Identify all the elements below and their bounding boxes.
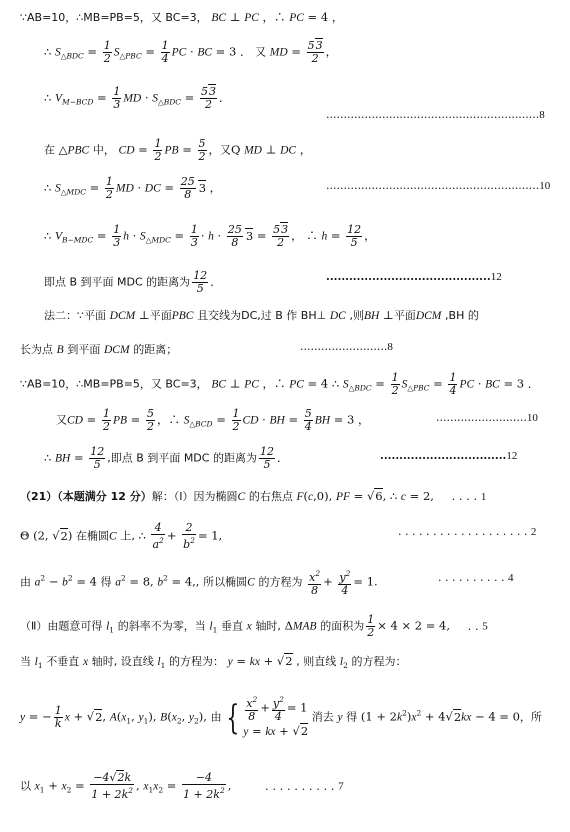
q21-line-4: （Ⅱ）由题意可得 $l_1$ 的斜率不为零，当 $l_1$ 垂直 x 轴时, ΔMAB 的面积为 $\frac{1}{2}$ × 4 × 2 = 4, . . 5 (20, 613, 488, 639)
score-mark: 12 (506, 450, 518, 462)
line-3: ∴ $V_{M-BCD}$ = $\frac{1}{3}$ MD · $S_{\triangle BDC}$ = $\frac{53}{2}$ ． (44, 85, 231, 111)
q21-line-6: y = − $\frac{1}{k}$ x + √2, $A(x_1$, $y_1$), $B(x_2$, $y_2$), 由 { $\frac{x^2}{8}$ + $\frac{y^2}{4}$ = 1 y = kx + √2 消去 y 得 $(1 + 2k^2)x^2 + 4√2kx - 4 = 0$，所 (20, 695, 542, 738)
score-mark: 2 (530, 526, 537, 538)
q21-line-5: 当 $l_1$ 不垂直 x 轴时, 设直线 $l_1$ 的方程为： y = kx + √2 , 则直线 $l_2$ 的方程为： (20, 654, 407, 670)
line-4: 在 △PBC 中， CD = $\frac{1}{2}$ PB = $\frac{5}{2}$ ，又Q MD ⊥ DC ， (44, 137, 312, 163)
q21-line-3: 由 $a^2 - b^2 = 4$ 得 $a^2 = 8$, $b^2 = 4$,, 所以椭圆C 的方程为 $\frac{x^2}{8}$ + $\frac{y^2}{4}$ = 1. (20, 569, 378, 597)
score-leader: .........................8 (300, 340, 393, 353)
q21-line-1: （21）（本题满分 12 分）解：（Ⅰ）因为椭圆C 的右焦点 F(c,0), PF = √6, ∴ c = 2, . . . . 1 (20, 489, 487, 503)
score-mark: 1 (480, 491, 487, 503)
score-mark: 8 (387, 341, 393, 353)
score-mark: 7 (338, 780, 344, 793)
score-leader: ..........................10 (436, 411, 538, 424)
line-2: ∴ $S_{\triangle BDC}$ = $\frac{1}{2}$ $S_{\triangle PBC}$ = $\frac{1}{4}$ PC · BC = 3 ． 又 MD = $\frac{53}{2}$ ， (44, 39, 338, 65)
score-mark: 8 (539, 109, 545, 121)
score-leader: .............................................................8 (326, 108, 545, 121)
line-8a: 法二：∵平面 DCM ⊥平面PBC 且交线为DC,过 B 作 BH⊥ DC ,则BH ⊥平面DCM ,BH 的 (44, 308, 479, 322)
score-mark: 5 (482, 620, 488, 633)
q21-line-7: 以 $x_1 + x_2$ = $\frac{-4√2k}{1 + 2k^2}$ , $x_1x_2$ = $\frac{-4}{1 + 2k^2}$ , . . . . . . . . . . 7 (20, 771, 344, 801)
score-mark: 4 (507, 572, 514, 584)
score-leader: .............................................................10 (326, 179, 551, 192)
line-8b: 长为点 B 到平面 DCM 的距离； (20, 343, 178, 356)
score-mark: 10 (526, 412, 538, 424)
line-10: 又CD = $\frac{1}{2}$ PB = $\frac{5}{2}$ ，∴ $S_{\triangle BCD}$ = $\frac{1}{2}$ CD · BH = $\frac{5}{4}$ BH = 3 ， (56, 407, 370, 433)
line-9: ∵AB=10，∴MB=PB=5，又 BC=3， BC ⊥ PC ，∴ PC = 4 ∴ $S_{\triangle BDC}$ = $\frac{1}{2}$ $S_{\triangle PBC}$ = $\frac{1}{4}$ PC · BC = 3 ． (20, 371, 540, 397)
line-7: 即点 B 到平面 MDC 的距离为 $\frac{12}{5}$ ． (44, 269, 222, 295)
score-mark: 10 (539, 180, 551, 192)
q21-line-2: Θ (2, √2) 在椭圆C 上, ∴ $\frac{4}{a^2}$ + $\frac{2}{b^2}$ = 1, (20, 521, 223, 551)
score-leader: .................................12 (380, 449, 518, 462)
line-1: ∵AB=10，∴MB=PB=5，又 BC=3， BC ⊥ PC ，∴ PC = 4 ， (20, 10, 344, 24)
line-6: ∴ $V_{B-MDC}$ = $\frac{1}{3}$ $h \cdot S_{\triangle MDC}$ = $\frac{1}{3}$ · h · $\frac{25}{8}$ 3 = $\frac{53}{2}$ ， ∴ h = $\frac{12}{5}$ ， (44, 223, 376, 249)
score-mark: 12 (490, 271, 502, 283)
line-5: ∴ $S_{\triangle MDC}$ = $\frac{1}{2}$ MD · DC = $\frac{25}{8}$ 3 ， (44, 175, 222, 201)
score-leader: ...........................................12 (326, 270, 502, 283)
score-leader: . . . . . . . . . . 4 (438, 571, 514, 584)
line-11: ∴ BH = $\frac{12}{5}$ ,即点 B 到平面 MDC 的距离为 $\frac{12}{5}$ ． (44, 445, 289, 471)
score-leader: . . . . . . . . . . . . . . . . . . . 2 (398, 525, 537, 538)
